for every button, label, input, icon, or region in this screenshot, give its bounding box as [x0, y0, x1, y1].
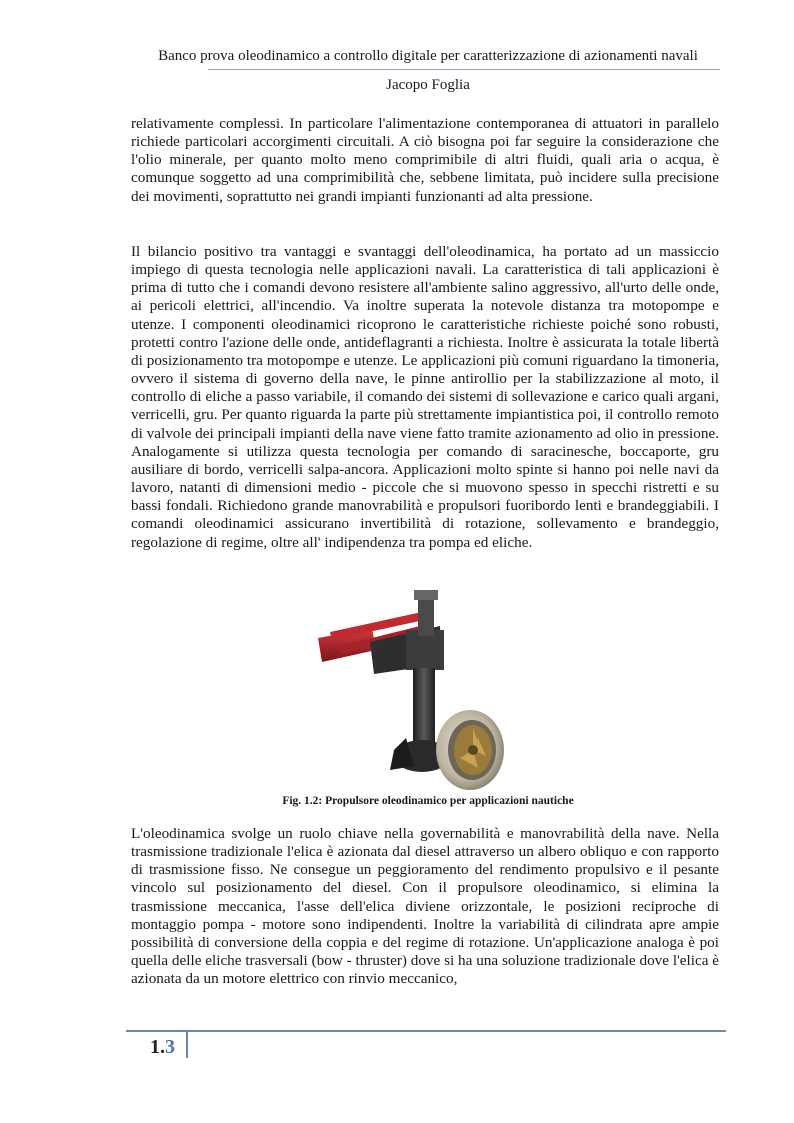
figure-caption: Fig. 1.2: Propulsore oleodinamico per applicazioni nautiche: [282, 795, 574, 807]
body-paragraph: relativamente complessi. In particolare l'alimentazione contemporanea di attuatori in parallelo richiede particolari accorgimenti circuitali. A ciò bisogna poi far seguire la considerazione che l'olio minerale, per quanto molto meno comprimibile di altri fluidi, quali aria o acqua, è comunque soggetto ad una comprimibilità che, sebbene limitata, può incidere sulla precisione dei movimenti, soprattutto nei grandi impianti funzionanti ad alta pressione.: [131, 115, 719, 205]
page-number: [150, 1036, 175, 1059]
chapter-number: 1.: [150, 1036, 165, 1058]
running-header-author: Jacopo Foglia: [386, 77, 470, 93]
body-paragraph: Il bilancio positivo tra vantaggi e svantaggi dell'oleodinamica, ha portato ad un massiccio impiego di questa tecnologia nelle applicazioni navali. La caratteristica di tali applicazioni è prima di tutto che i comandi devono resistere all'ambiente salino aggressivo, all'urto delle onde, ai pericoli elettrici, all'incendio. Va inoltre superata la notevole distanza tra motopompe e utenze. I componenti oleodinamici ricoprono le caratteristiche richieste poiché sono robusti, protetti contro l'azione delle onde, antideflagranti a richiesta. Inoltre è assicurata la totale libertà di posizionamento tra motopompe e utenze. Le applicazioni più comuni riguardano la timoneria, ovvero il sistema di governo della nave, le pinne antirollio per la stabilizzazione al moto, il controllo di eliche a passo variabile, il comando dei sistemi di sollevazione e carico quali argani, verricelli, gru. Per quanto riguarda la parte più strettamente impiantistica poi, il controllo remoto di valvole dei principali impianti della nave viene fatto tramite azionamento ad olio in pressione. Analogamente si utilizza questa tecnologia per comando di saracinesche, boccaporte, gru ausiliare di bordo, verricelli salpa-ancora. Applicazioni molto spinte si hanno poi nelle navi da lavoro, natanti di dimensioni medio - piccole che si muovono spesso in specchi ristretti e su bassi fondali. Richiedono grande manovrabilità e propulsori fuoribordo lenti e brandeggiabili. I comandi oleodinamici assicurano invertibilità di rotazione, sollevamento e brandeggio, regolazione di regime, oltre all' indipendenza tra pompa ed eliche.: [131, 243, 719, 551]
footer-rule: [126, 1030, 726, 1032]
hydraulic-block: [418, 596, 434, 636]
page-number-value: 3: [165, 1036, 175, 1058]
figure-propulsor-image: [310, 590, 520, 790]
header-rule: [208, 69, 720, 70]
hydraulic-outboard-propulsor-illustration: [310, 590, 520, 790]
body-paragraph: L'oleodinamica svolge un ruolo chiave nella governabilità e manovrabilità della nave. Nella trasmissione tradizionale l'elica è azionata dal diesel attraverso un albero obliquo e con rapporto di trasmissione fisso. Ne consegue un peggioramento del rendimento propulsivo e il pesante vincolo sul posizionamento del diesel. Con il propulsore oleodinamico, si elimina la trasmissione meccanica, l'asse dell'elica diviene orizzontale, le posizioni reciproche di montaggio pompa - motore sono indipendenti. Inoltre la variabilità di cilindrata apre ampie possibilità di conversione della coppia e del regime di rotazione. Un'applicazione analoga è poi quella delle eliche trasversali (bow - thruster) dove si ha una soluzione tradizionale dove l'elica è azionata da un motore elettrico con rinvio meccanico,: [131, 825, 719, 988]
footer-divider: [186, 1032, 188, 1058]
running-header-title: Banco prova oleodinamico a controllo digitale per caratterizzazione di azionamenti navali: [158, 48, 698, 64]
